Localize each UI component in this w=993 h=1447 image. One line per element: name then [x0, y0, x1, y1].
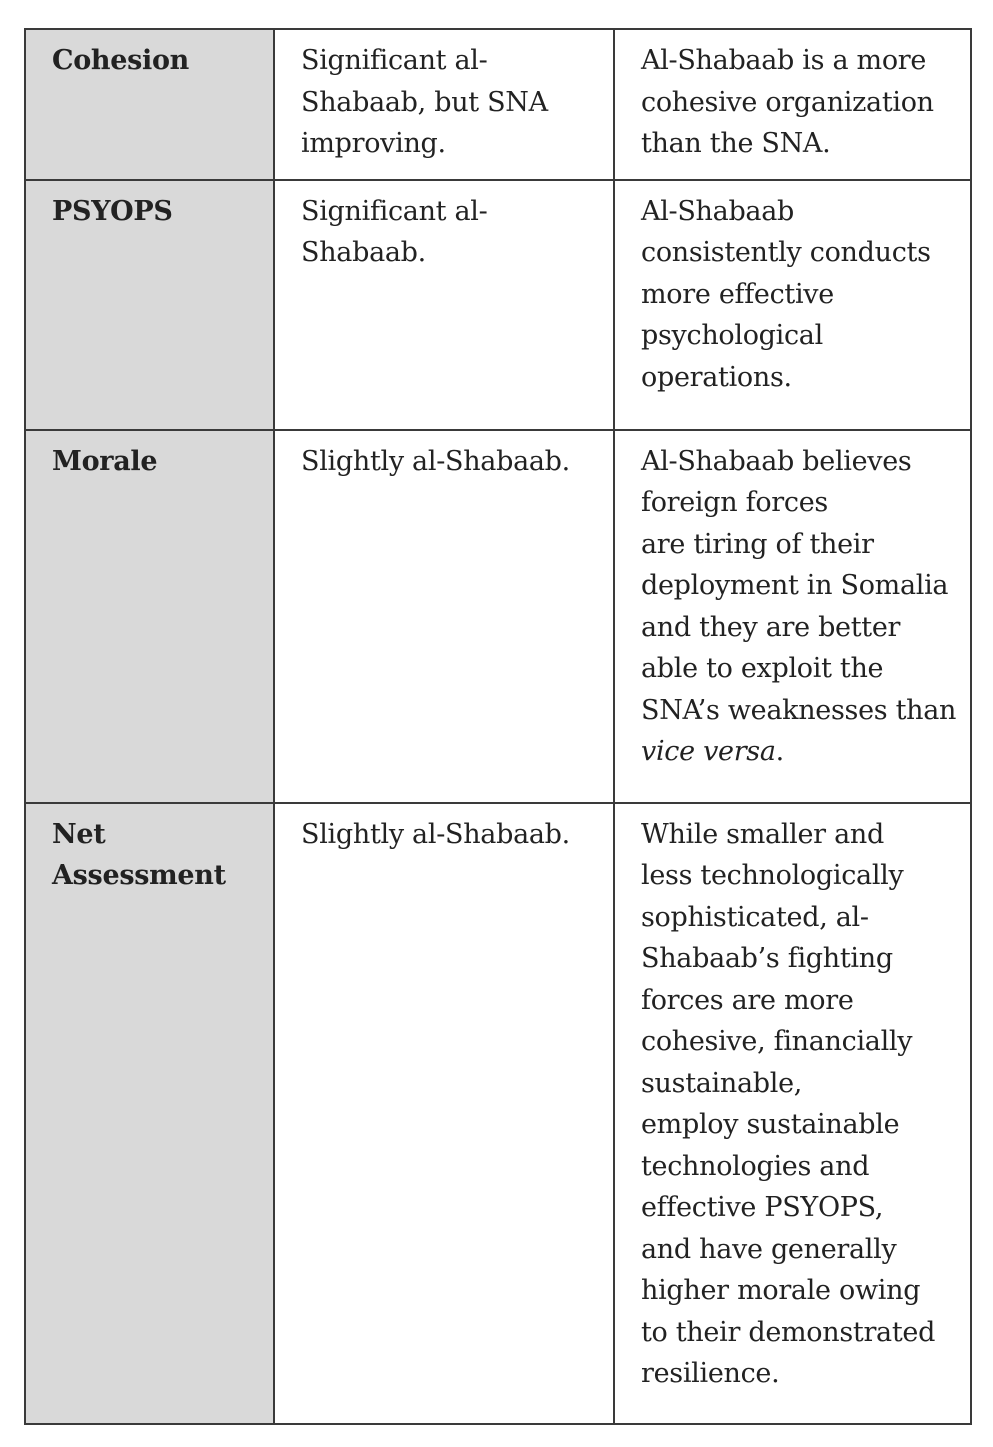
factor-cell-morale: Morale — [25, 430, 274, 803]
factor-cell-cohesion: Cohesion — [25, 29, 274, 180]
table-row — [25, 430, 971, 803]
table-row — [25, 803, 971, 1424]
explanation-cell-cohesion: Al-Shabaab is a more cohesive organization than the SNA. — [614, 29, 971, 180]
assessment-table — [24, 28, 972, 1425]
advantage-cell-cohesion: Significant al- Shabaab, but SNA improving. — [274, 29, 614, 180]
explanation-cell-psyops: Al-Shabaab consistently conducts more effective psychological operations. — [614, 180, 971, 430]
factor-cell-psyops: PSYOPS — [25, 180, 274, 430]
factor-cell-net-assessment: Net Assessment — [25, 803, 274, 1424]
advantage-cell-morale: Slightly al-Shabaab. — [274, 430, 614, 803]
advantage-cell-psyops: Significant al- Shabaab. — [274, 180, 614, 430]
explanation-cell-net-assessment: While smaller and less technologically sophisticated, al- Shabaab’s fighting forces are more cohesive, financially sustainable, employ sustainable technologies and effective PSYOPS, and have generally higher morale owing to their demonstrated resilience. — [614, 803, 971, 1424]
advantage-cell-net-assessment: Slightly al-Shabaab. — [274, 803, 614, 1424]
table-row — [25, 180, 971, 430]
explanation-cell-morale: Al-Shabaab believes foreign forces are tiring of their deployment in Somalia and they are better able to exploit the SNA’s weaknesses than vice versa. — [614, 430, 971, 803]
table-row — [25, 29, 971, 180]
